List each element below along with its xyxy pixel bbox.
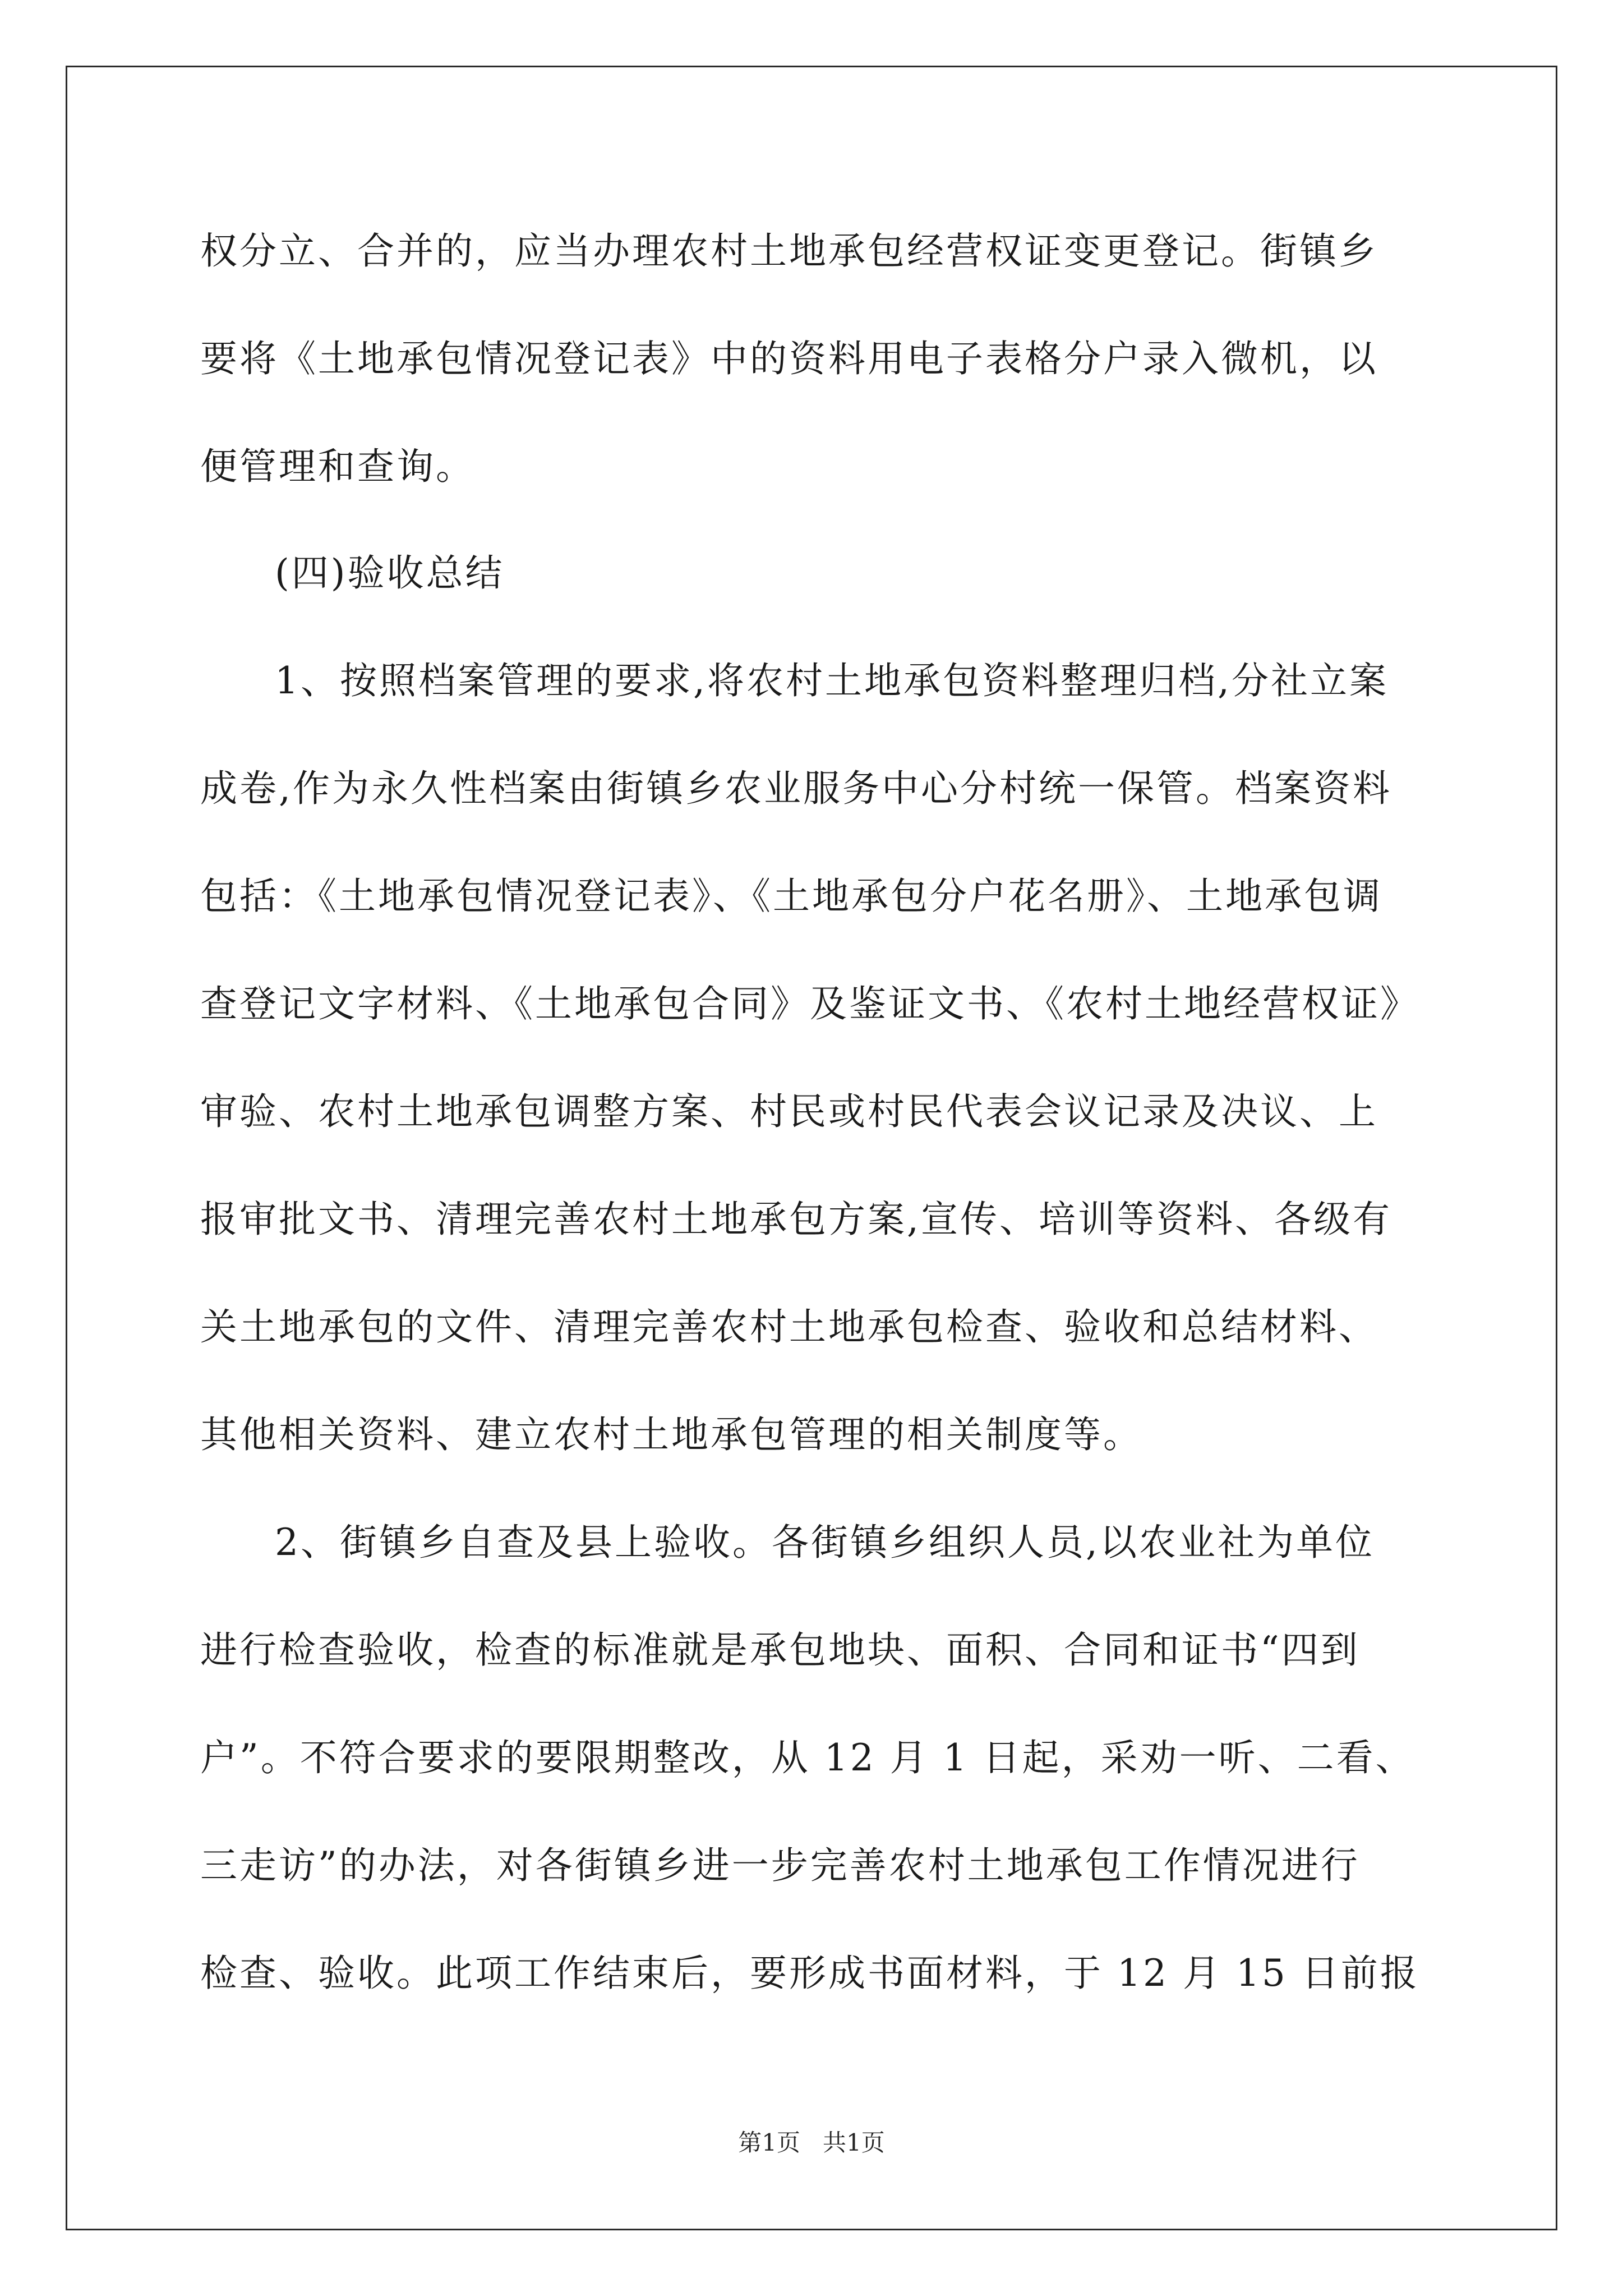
body-line: 三走访”的办法，对各街镇乡进一步完善农村土地承包工作情况进行 <box>200 1844 1360 1887</box>
body-line: 1、按照档案管理的要求,将农村土地承包资料整理归档,分社立案 <box>275 659 1389 702</box>
body-line: 报审批文书、清理完善农村土地承包方案,宣传、培训等资料、各级有 <box>200 1198 1392 1241</box>
body-line: 权分立、合并的，应当办理农村土地承包经营权证变更登记。街镇乡 <box>200 229 1378 273</box>
page-footer: 第1页 共1页 <box>738 2129 885 2156</box>
body-line: 检查、验收。此项工作结束后，要形成书面材料，于 12 月 15 日前报 <box>200 1952 1419 1995</box>
body-line: 要将《土地承包情况登记表》中的资料用电子表格分户录入微机，以 <box>200 337 1378 380</box>
section-heading: (四)验收总结 <box>275 551 505 595</box>
body-line: 户”。不符合要求的要限期整改，从 12 月 1 日起，采劝一听、二看、 <box>200 1736 1415 1779</box>
body-line: 关土地承包的文件、清理完善农村土地承包检查、验收和总结材料、 <box>200 1305 1378 1349</box>
page-border <box>66 66 1557 2230</box>
body-line: 包括：《土地承包情况登记表》、《土地承包分户花名册》、土地承包调 <box>200 875 1382 918</box>
body-line: 成卷,作为永久性档案由街镇乡农业服务中心分村统一保管。档案资料 <box>200 767 1392 810</box>
body-line: 便管理和查询。 <box>200 445 475 488</box>
body-line: 2、街镇乡自查及县上验收。各街镇乡组织人员,以农业社为单位 <box>275 1521 1375 1564</box>
body-line: 查登记文字材料、《土地承包合同》及鉴证文书、《农村土地经营权证》 <box>200 982 1419 1025</box>
body-line: 审验、农村土地承包调整方案、村民或村民代表会议记录及决议、上 <box>200 1090 1378 1133</box>
body-line: 进行检查验收，检查的标准就是承包地块、面积、合同和证书“四到 <box>200 1628 1360 1672</box>
body-line: 其他相关资料、建立农村土地承包管理的相关制度等。 <box>200 1413 1142 1456</box>
